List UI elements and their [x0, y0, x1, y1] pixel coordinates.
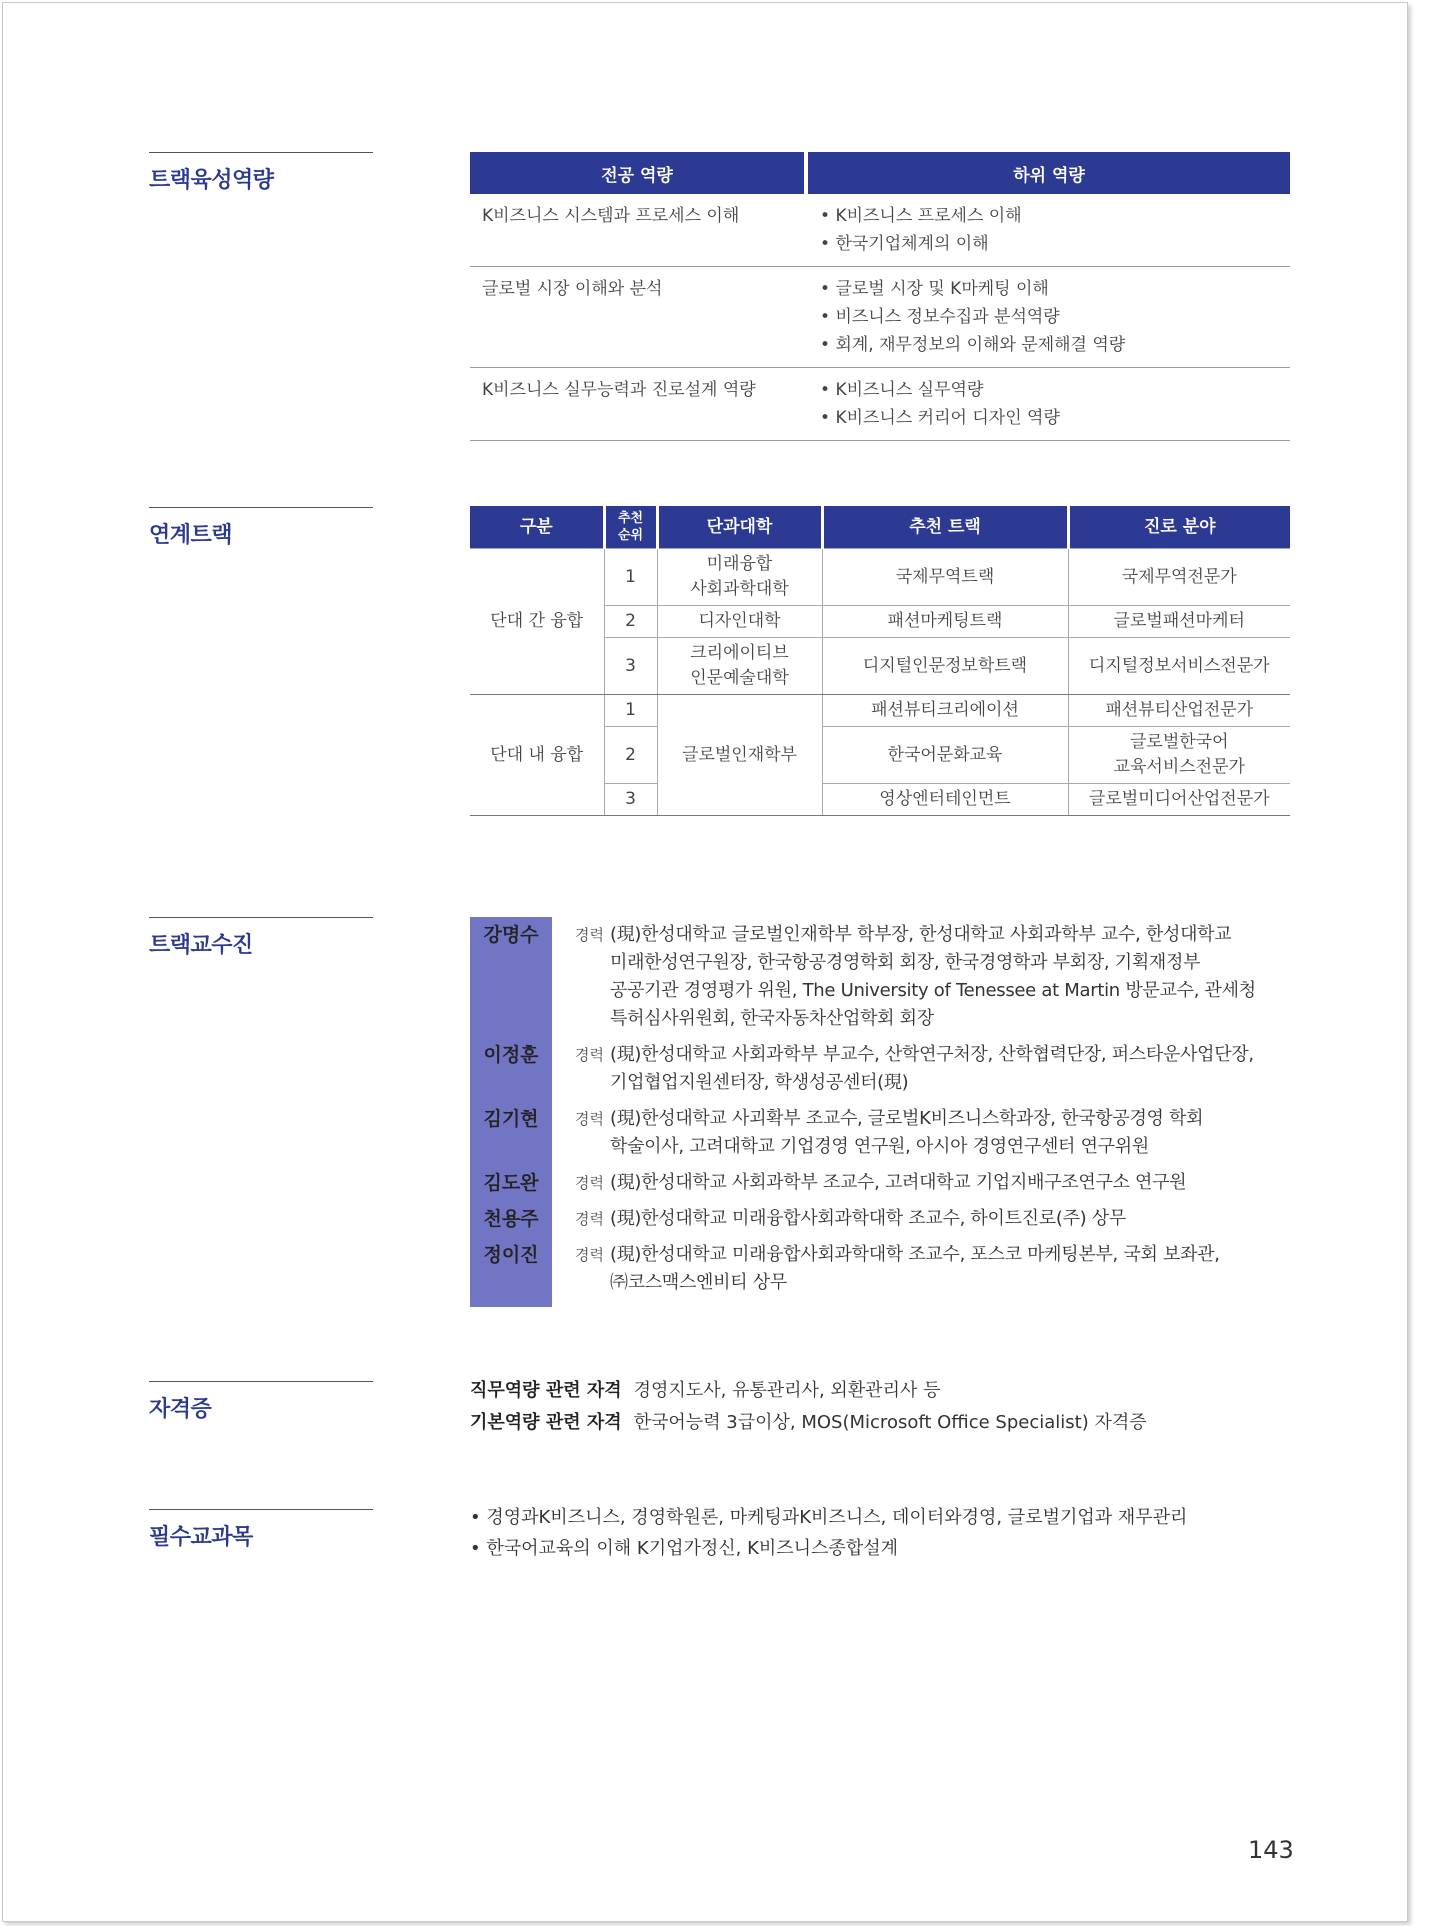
section-label-faculty: 트랙교수진 — [149, 917, 373, 959]
major-competency: 글로벌 시장 이해와 분석 — [470, 267, 806, 368]
list-item: • 한국어교육의 이해 K기업가정신, K비즈니스종합설계 — [470, 1533, 1187, 1564]
sub-competency-list — [806, 267, 1290, 368]
faculty-name: 천용주 — [483, 1208, 539, 1230]
basic-certification-value: 한국어능력 3급이상, MOS(Microsoft Office Specialist) 자격증 — [633, 1412, 1147, 1433]
header-recommended-track: 추천 트랙 — [822, 506, 1068, 549]
track-cell: 디지털인문정보학트랙 — [822, 638, 1068, 695]
college-cell: 글로벌인재학부 — [657, 695, 822, 816]
faculty-member — [470, 1241, 1300, 1297]
track-cell: 국제무역트랙 — [822, 549, 1068, 606]
list-item: • 비즈니스 정보수집과 분석역량 — [820, 303, 1278, 331]
faculty-career: (現)한성대학교 미래융합사회과학대학 조교수, 하이트진로(주) 상무 — [610, 1208, 1126, 1229]
faculty-career: (現)한성대학교 글로벌인재학부 학부장, 한성대학교 사회과학부 교수, 한성대학교 미래한성연구원장, 한국항공경영학회 회장, 한국경영학과 부회장, 기획재정부 공공기관 경영평가 위원, The University of Tenessee at Martin 방문교수, 관세청 특허심사위원회, 한국자동차산업학회 회장 — [610, 924, 1256, 1029]
table-row — [470, 368, 1290, 441]
list-item: • 경영과K비즈니스, 경영학원론, 마케팅과K비즈니스, 데이터와경영, 글로벌기업과 재무관리 — [470, 1502, 1187, 1533]
sub-competency-list — [806, 194, 1290, 267]
table-row — [470, 194, 1290, 267]
list-item: • 글로벌 시장 및 K마케팅 이해 — [820, 275, 1278, 303]
rank-cell: 1 — [604, 695, 657, 727]
career-cell: 디지털정보서비스전문가 — [1068, 638, 1290, 695]
major-competency: K비즈니스 실무능력과 진로설계 역량 — [470, 368, 806, 441]
table-header-row — [470, 506, 1290, 549]
career-cell: 패션뷰티산업전문가 — [1068, 695, 1290, 727]
job-certification — [470, 1375, 1147, 1407]
table-row — [470, 549, 1290, 606]
faculty-name: 김기현 — [483, 1108, 539, 1130]
faculty-list — [470, 917, 1300, 1305]
track-cell: 한국어문화교육 — [822, 727, 1068, 784]
list-item: • 회계, 재무정보의 이해와 문제해결 역량 — [820, 331, 1278, 359]
career-tag: 경력 — [575, 1210, 604, 1228]
major-competency: K비즈니스 시스템과 프로세스 이해 — [470, 194, 806, 267]
section-label-certification: 자격증 — [149, 1381, 373, 1423]
faculty-member — [470, 1105, 1300, 1161]
faculty-career: (現)한성대학교 사괴확부 조교수, 글로벌K비즈니스학과장, 한국항공경영 학회 학술이사, 고려대학교 기업경영 연구원, 아시아 경영연구센터 연구위원 — [610, 1108, 1204, 1157]
career-cell: 글로벌패션마케터 — [1068, 606, 1290, 638]
rank-cell: 3 — [604, 638, 657, 695]
college-cell: 크리에이티브 인문예술대학 — [657, 638, 822, 695]
list-item: • K비즈니스 실무역량 — [820, 376, 1278, 404]
career-tag: 경력 — [575, 1046, 604, 1064]
career-tag: 경력 — [575, 1174, 604, 1192]
list-item: • K비즈니스 커리어 디자인 역량 — [820, 404, 1278, 432]
faculty-name: 강명수 — [483, 924, 539, 946]
header-sub-competency: 하위 역량 — [806, 152, 1290, 194]
header-category: 구분 — [470, 506, 604, 549]
career-tag: 경력 — [575, 1110, 604, 1128]
career-tag: 경력 — [575, 926, 604, 944]
basic-certification — [470, 1407, 1147, 1439]
sub-competency-list — [806, 368, 1290, 441]
career-tag: 경력 — [575, 1246, 604, 1264]
competency-table — [470, 152, 1290, 441]
rank-cell: 2 — [604, 606, 657, 638]
certification-block — [470, 1375, 1147, 1439]
section-label-competency: 트랙육성역량 — [149, 152, 373, 194]
faculty-name: 김도완 — [483, 1172, 539, 1194]
table-row — [470, 695, 1290, 727]
faculty-member — [470, 1041, 1300, 1097]
faculty-career: (現)한성대학교 사회과학부 조교수, 고려대학교 기업지배구조연구소 연구원 — [610, 1172, 1187, 1193]
track-cell: 패션마케팅트랙 — [822, 606, 1068, 638]
faculty-name: 정이진 — [483, 1244, 539, 1266]
category-cell: 단대 내 융합 — [470, 695, 604, 816]
faculty-name: 이정훈 — [483, 1044, 539, 1066]
list-item: • K비즈니스 프로세스 이해 — [820, 202, 1278, 230]
career-cell: 국제무역전문가 — [1068, 549, 1290, 606]
faculty-member — [470, 1205, 1300, 1233]
rank-cell: 1 — [604, 549, 657, 606]
basic-certification-label: 기본역량 관련 자격 — [470, 1412, 622, 1433]
table-header-row — [470, 152, 1290, 194]
section-label-required-courses: 필수교과목 — [149, 1509, 373, 1551]
page-number: 143 — [1248, 1836, 1294, 1864]
linked-track-table — [470, 506, 1290, 816]
job-certification-value: 경영지도사, 유통관리사, 외환관리사 등 — [633, 1380, 941, 1401]
college-cell: 디자인대학 — [657, 606, 822, 638]
faculty-member — [470, 921, 1300, 1033]
rank-cell: 2 — [604, 727, 657, 784]
header-major-competency: 전공 역량 — [470, 152, 806, 194]
list-item: • 한국기업체계의 이해 — [820, 230, 1278, 258]
section-label-linked-track: 연계트랙 — [149, 507, 373, 549]
faculty-career: (現)한성대학교 미래융합사회과학대학 조교수, 포스코 마케팅본부, 국회 보좌관, ㈜코스맥스엔비티 상무 — [610, 1244, 1220, 1293]
required-courses-list — [470, 1502, 1187, 1564]
faculty-member — [470, 1169, 1300, 1197]
career-cell: 글로벌한국어 교육서비스전문가 — [1068, 727, 1290, 784]
faculty-career: (現)한성대학교 사회과학부 부교수, 산학연구처장, 산학협력단장, 퍼스타운사업단장, 기업협업지원센터장, 학생성공센터(現) — [610, 1044, 1254, 1093]
track-cell: 패션뷰티크리에이션 — [822, 695, 1068, 727]
career-cell: 글로벌미디어산업전문가 — [1068, 784, 1290, 816]
header-college: 단과대학 — [657, 506, 822, 549]
table-row — [470, 267, 1290, 368]
job-certification-label: 직무역량 관련 자격 — [470, 1380, 622, 1401]
college-cell: 미래융합 사회과학대학 — [657, 549, 822, 606]
header-career: 진로 분야 — [1068, 506, 1290, 549]
rank-cell: 3 — [604, 784, 657, 816]
header-rank: 추천 순위 — [604, 506, 657, 549]
category-cell: 단대 간 융합 — [470, 549, 604, 695]
track-cell: 영상엔터테인먼트 — [822, 784, 1068, 816]
